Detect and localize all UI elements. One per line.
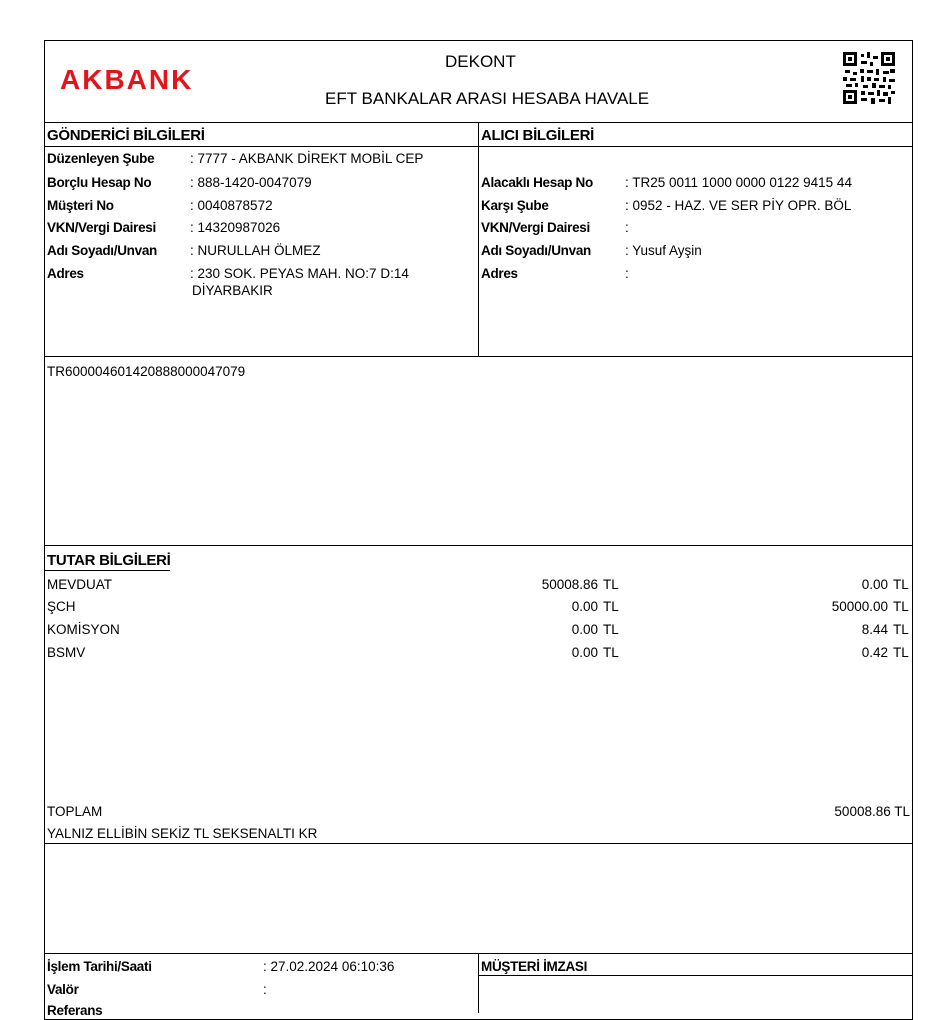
receiver-value-account: : TR25 0011 1000 0000 0122 9415 44: [625, 175, 852, 190]
amount-section-top: [44, 545, 913, 546]
receiver-value-branch: : 0952 - HAZ. VE SER PİY OPR. BÖL: [625, 198, 852, 213]
amount-commission-col2-unit: TL: [893, 622, 909, 637]
receiver-value-tax: :: [625, 220, 629, 235]
sender-value-account: : 888-1420-0047079: [190, 175, 312, 190]
date-value: : 27.02.2024 06:10:36: [263, 959, 395, 974]
receiver-label-address: Adres: [481, 266, 518, 281]
amount-label-sch: ŞCH: [47, 599, 76, 614]
amount-section-bottom: [44, 843, 913, 844]
receiver-label-branch: Karşı Şube: [481, 198, 549, 213]
sender-label-tax: VKN/Vergi Dairesi: [47, 220, 156, 235]
receiver-value-address: :: [625, 266, 629, 281]
receiver-label-account: Alacaklı Hesap No: [481, 175, 593, 190]
amount-label-deposit: MEVDUAT: [47, 577, 113, 592]
receiver-value-name: : Yusuf Ayşin: [625, 243, 702, 258]
sender-value-customer: : 0040878572: [190, 198, 273, 213]
amount-deposit-col2: 0.00: [861, 577, 888, 592]
sender-label-customer: Müşteri No: [47, 198, 114, 213]
receiver-label-name: Adı Soyadı/Unvan: [481, 243, 591, 258]
amount-bsmv-col2: 0.42: [861, 645, 888, 660]
amount-bsmv-col1: 0.00: [571, 645, 598, 660]
amount-deposit-col1-unit: TL: [603, 577, 619, 592]
signature-label: MÜŞTERİ İMZASI: [481, 959, 588, 974]
doc-title: EFT BANKALAR ARASI HESABA HAVALE: [325, 89, 650, 108]
amount-deposit-col1: 50008.86: [541, 577, 598, 592]
date-label: İşlem Tarihi/Saati: [47, 959, 152, 974]
amount-sch-col2-unit: TL: [893, 599, 909, 614]
amount-bsmv-col1-unit: TL: [603, 645, 619, 660]
amount-sch-col2: 50000.00: [831, 599, 888, 614]
receiver-heading-rule: [478, 146, 913, 147]
akbank-logo: AKBANK: [60, 64, 194, 95]
valor-label: Valör: [47, 982, 79, 997]
amount-sch-col1: 0.00: [571, 599, 598, 614]
valor-value: :: [263, 982, 267, 997]
receiver-label-tax: VKN/Vergi Dairesi: [481, 220, 590, 235]
sender-heading-rule: [44, 146, 478, 147]
signature-rule: [478, 975, 913, 976]
sender-label-branch: Düzenleyen Şube: [47, 151, 155, 166]
qr-code-icon: [843, 52, 895, 104]
receiver-heading: ALICI BİLGİLERİ: [481, 127, 594, 144]
amount-deposit-col2-unit: TL: [893, 577, 909, 592]
amount-label-bsmv: BSMV: [47, 645, 86, 660]
party-section-bottom: [44, 356, 913, 357]
sender-label-address: Adres: [47, 266, 84, 281]
total-value: 50008.86 TL: [834, 804, 910, 819]
amounts-heading: TUTAR BİLGİLERİ: [47, 552, 171, 569]
sender-label-account: Borçlu Hesap No: [47, 175, 152, 190]
total-label: TOPLAM: [47, 804, 103, 819]
sender-value-address: : 230 SOK. PEYAS MAH. NO:7 D:14: [190, 266, 409, 281]
sender-value-address-city: DİYARBAKIR: [192, 283, 273, 298]
sender-label-name: Adı Soyadı/Unvan: [47, 243, 157, 258]
total-in-words: YALNIZ ELLİBİN SEKİZ TL SEKSENALTI KR: [47, 826, 318, 841]
party-divider: [478, 122, 479, 356]
doc-type: DEKONT: [445, 52, 516, 71]
footer-divider: [478, 953, 479, 1013]
amount-commission-col1-unit: TL: [603, 622, 619, 637]
sender-value-tax: : 14320987026: [190, 220, 281, 235]
sender-value-name: : NURULLAH ÖLMEZ: [190, 243, 321, 258]
sender-heading: GÖNDERİCİ BİLGİLERİ: [47, 127, 205, 144]
amount-commission-col2: 8.44: [861, 622, 888, 637]
amount-sch-col1-unit: TL: [603, 599, 619, 614]
amounts-heading-rule: [44, 570, 170, 571]
amount-commission-col1: 0.00: [571, 622, 598, 637]
sender-iban: TR600004601420888000047079: [47, 364, 246, 379]
reference-label: Referans: [47, 1003, 103, 1018]
amount-label-commission: KOMİSYON: [47, 622, 120, 637]
amount-bsmv-col2-unit: TL: [893, 645, 909, 660]
sender-value-branch: : 7777 - AKBANK DİREKT MOBİL CEP: [190, 151, 424, 166]
